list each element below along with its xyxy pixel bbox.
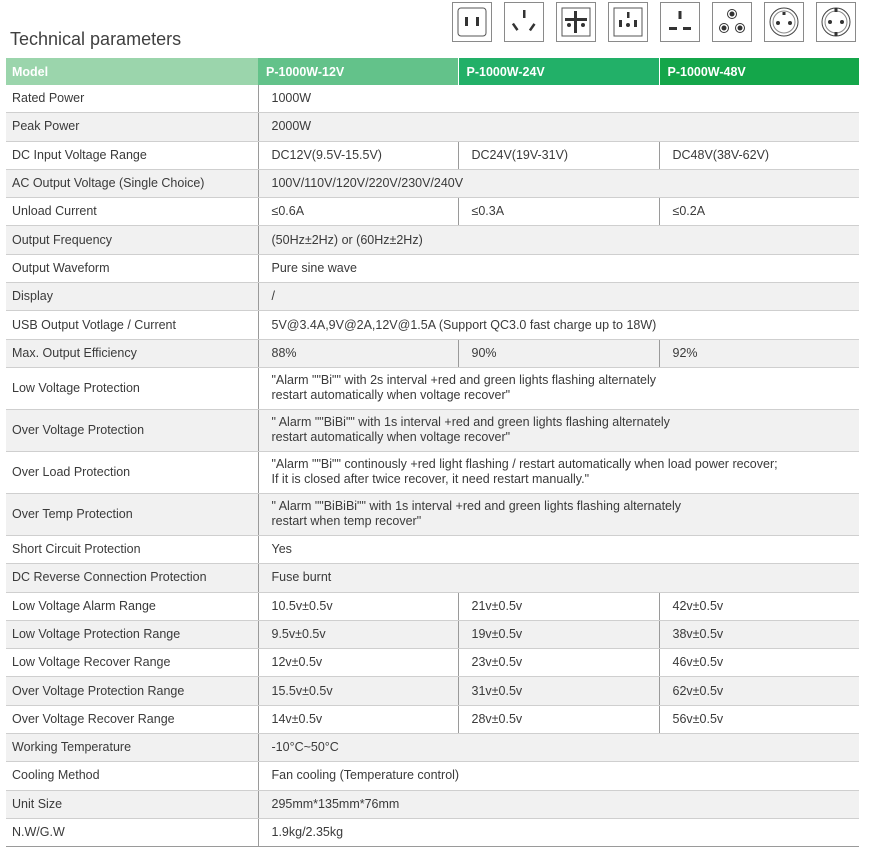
parameter-label: Output Waveform (6, 254, 258, 282)
table-row (6, 226, 859, 254)
parameter-value: Fan cooling (Temperature control) (258, 762, 859, 790)
parameter-label: Rated Power (6, 85, 258, 113)
universal-socket-icon (556, 2, 596, 42)
parameter-label: Over Voltage Protection Range (6, 677, 258, 705)
table-row (6, 677, 859, 705)
table-row (6, 592, 859, 620)
parameter-value: 295mm*135mm*76mm (258, 790, 859, 818)
table-row (6, 451, 859, 493)
table-row (6, 564, 859, 592)
uk-socket-icon (660, 2, 700, 42)
parameter-value: 31v±0.5v (458, 677, 659, 705)
parameter-value: 9.5v±0.5v (258, 620, 458, 648)
table-row (6, 339, 859, 367)
table-row (6, 283, 859, 311)
parameter-value: 19v±0.5v (458, 620, 659, 648)
schuko-socket-icon (816, 2, 856, 42)
table-row (6, 113, 859, 141)
table-row (6, 493, 859, 535)
parameter-value: Yes (258, 535, 859, 563)
table-body (6, 85, 859, 847)
table-row (6, 818, 859, 846)
table-row (6, 790, 859, 818)
parameter-label: Display (6, 283, 258, 311)
table-row (6, 762, 859, 790)
table-row (6, 734, 859, 762)
technical-parameters-table (6, 58, 859, 847)
header-12v-model: P-1000W-12V (258, 58, 458, 85)
header-24v-model: P-1000W-24V (458, 58, 659, 85)
parameter-label: Low Voltage Protection Range (6, 620, 258, 648)
parameter-label: Short Circuit Protection (6, 535, 258, 563)
parameter-label: Over Voltage Protection (6, 409, 258, 451)
parameter-value: -10°C~50°C (258, 734, 859, 762)
table-row (6, 141, 859, 169)
parameter-value: 12v±0.5v (258, 649, 458, 677)
parameter-value: 21v±0.5v (458, 592, 659, 620)
parameter-value: 1.9kg/2.35kg (258, 818, 859, 846)
parameter-label: Low Voltage Recover Range (6, 649, 258, 677)
parameter-value: 1000W (258, 85, 859, 113)
parameter-value: (50Hz±2Hz) or (60Hz±2Hz) (258, 226, 859, 254)
parameter-value: 42v±0.5v (659, 592, 859, 620)
parameter-value: Pure sine wave (258, 254, 859, 282)
parameter-label: Max. Output Efficiency (6, 339, 258, 367)
parameter-value: 62v±0.5v (659, 677, 859, 705)
parameter-label: N.W/G.W (6, 818, 258, 846)
parameter-label: Peak Power (6, 113, 258, 141)
parameter-label: Over Temp Protection (6, 493, 258, 535)
table-row (6, 254, 859, 282)
parameter-label: DC Input Voltage Range (6, 141, 258, 169)
parameter-value: 10.5v±0.5v (258, 592, 458, 620)
sa-socket-icon (712, 2, 752, 42)
parameter-value: 15.5v±0.5v (258, 677, 458, 705)
table-row (6, 409, 859, 451)
table-row (6, 85, 859, 113)
au-socket-icon (504, 2, 544, 42)
table-row (6, 367, 859, 409)
parameter-value: 56v±0.5v (659, 705, 859, 733)
parameter-value: "Alarm ""Bi"" with 2s interval +red and green lights flashing alternately restart automatically when voltage recover" (258, 367, 859, 409)
parameter-value: / (258, 283, 859, 311)
parameter-value: DC12V(9.5V-15.5V) (258, 141, 458, 169)
parameter-value: 100V/110V/120V/220V/230V/240V (258, 169, 859, 197)
header-model: Model (6, 58, 258, 85)
parameter-value: 88% (258, 339, 458, 367)
parameter-label: Low Voltage Protection (6, 367, 258, 409)
parameter-value: 92% (659, 339, 859, 367)
socket-type-icons (452, 2, 860, 44)
parameter-value: 5V@3.4A,9V@2A,12V@1.5A (Support QC3.0 fast charge up to 18W) (258, 311, 859, 339)
parameter-value: 23v±0.5v (458, 649, 659, 677)
parameter-label: Low Voltage Alarm Range (6, 592, 258, 620)
parameter-value: ≤0.3A (458, 198, 659, 226)
parameter-label: AC Output Voltage (Single Choice) (6, 169, 258, 197)
parameter-label: Unload Current (6, 198, 258, 226)
parameter-label: Working Temperature (6, 734, 258, 762)
parameter-value: "Alarm ""Bi"" continously +red light flashing / restart automatically when load power recover; If it is closed after twice recover, it need restart manually." (258, 451, 859, 493)
parameter-value: 28v±0.5v (458, 705, 659, 733)
parameter-value: 38v±0.5v (659, 620, 859, 648)
table-row (6, 705, 859, 733)
parameter-value: 90% (458, 339, 659, 367)
table-row (6, 169, 859, 197)
parameter-value: ≤0.2A (659, 198, 859, 226)
parameter-value: 14v±0.5v (258, 705, 458, 733)
parameter-label: USB Output Votlage / Current (6, 311, 258, 339)
table-row (6, 620, 859, 648)
parameter-label: Output Frequency (6, 226, 258, 254)
multi-socket-icon (608, 2, 648, 42)
parameter-value: Fuse burnt (258, 564, 859, 592)
table-row (6, 535, 859, 563)
parameter-label: Unit Size (6, 790, 258, 818)
table-header-row (6, 58, 859, 85)
header-48v-model: P-1000W-48V (659, 58, 859, 85)
parameter-value: 46v±0.5v (659, 649, 859, 677)
table-row (6, 649, 859, 677)
parameter-value: DC24V(19V-31V) (458, 141, 659, 169)
fr-socket-icon (764, 2, 804, 42)
page-title: Technical parameters (10, 29, 182, 49)
parameter-label: Cooling Method (6, 762, 258, 790)
parameter-value: DC48V(38V-62V) (659, 141, 859, 169)
parameter-value: " Alarm ""BiBiBi"" with 1s interval +red and green lights flashing alternately restart when temp recover" (258, 493, 859, 535)
table-row (6, 311, 859, 339)
parameter-value: 2000W (258, 113, 859, 141)
parameter-value: ≤0.6A (258, 198, 458, 226)
parameter-label: Over Voltage Recover Range (6, 705, 258, 733)
us-socket-icon (452, 2, 492, 42)
table-row (6, 198, 859, 226)
parameter-value: " Alarm ""BiBi"" with 1s interval +red and green lights flashing alternately restart automatically when voltage recover" (258, 409, 859, 451)
parameter-label: DC Reverse Connection Protection (6, 564, 258, 592)
parameter-label: Over Load Protection (6, 451, 258, 493)
